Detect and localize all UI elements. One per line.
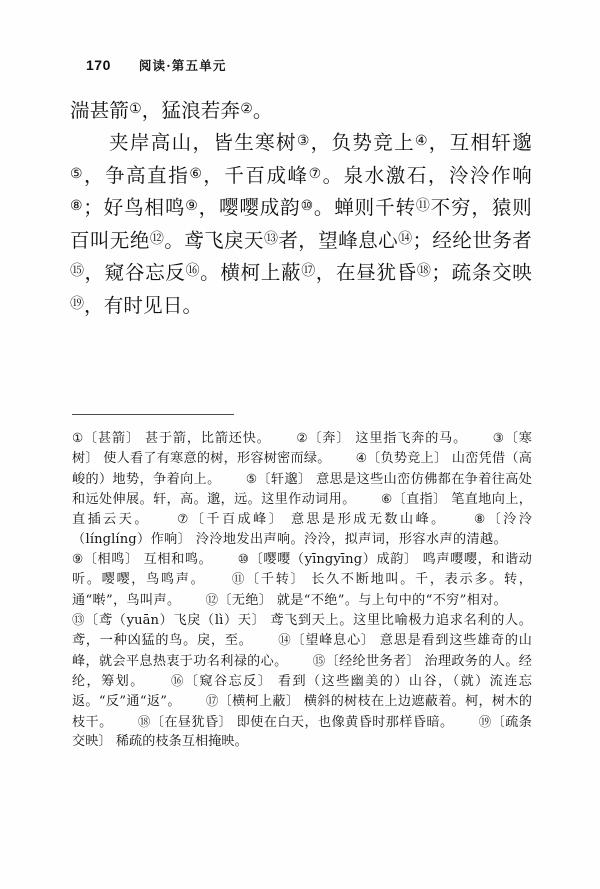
footnote-reference[interactable]: ⑪	[415, 198, 431, 215]
footnote-text: 就是“不绝”。与上句中的“不穷”相对。	[276, 592, 508, 608]
footnote-term: 〔疏条交映〕	[72, 714, 532, 750]
footnote-marker: ⑯	[169, 673, 185, 689]
footnote-term: 〔轩邈〕	[257, 471, 312, 487]
footnote-marker: ⑮	[312, 652, 326, 668]
footnote-text: 稀疏的枝条互相掩映。	[115, 734, 248, 750]
footnote-marker: ⑨	[72, 551, 84, 567]
footnotes-block	[72, 428, 532, 752]
footnote-reference[interactable]: ⑦	[308, 165, 323, 182]
footnote-term: 〔嘤嘤（yīngyīng）成韵〕	[249, 552, 418, 568]
footnote-text: 甚于箭，比箭还快。	[144, 431, 271, 446]
footnote-text: 横斜的树枝在上边遮蔽着。柯，树木的枝干。	[72, 694, 533, 730]
footnote-term: 〔泠泠（línglíng）作响〕	[72, 512, 533, 547]
footnote-marker: ⑭	[277, 632, 292, 648]
footnote-divider	[72, 414, 234, 415]
footnote-marker: ②	[295, 430, 309, 445]
footnote-reference[interactable]: ⑱	[416, 263, 432, 280]
footnote-marker: ⑥	[380, 491, 393, 507]
body-text-run: ，猛浪若奔	[141, 98, 241, 122]
footnote-marker: ④	[355, 450, 368, 466]
body-text-run: 。泉水激石，泠泠作响	[322, 163, 532, 187]
footnote-item	[72, 552, 212, 567]
footnote-term: 〔直指〕	[392, 492, 447, 508]
body-text-run: 者，望峰息心	[278, 228, 399, 252]
footnote-term: 〔千百成峰〕	[190, 512, 285, 528]
running-head	[86, 56, 227, 74]
body-text-run: 。鸢飞戾天	[164, 228, 265, 252]
body-text-run: ，负势竞上	[310, 131, 416, 155]
footnote-reference[interactable]: ②	[240, 101, 253, 117]
footnote-term: 〔寒树〕	[72, 431, 532, 467]
footnote-marker: ①	[72, 430, 85, 445]
page-number: 170	[86, 57, 111, 73]
footnote-text: 意思是这些山峦仿佛都在争着往高处和远处伸展。轩，高。邈，远。这里作动词用。	[72, 471, 532, 508]
footnote-reference[interactable]: ⑧	[70, 198, 84, 215]
footnote-marker: ⑩	[237, 551, 250, 567]
body-paragraph	[70, 126, 532, 321]
footnote-text: 治理政务的人。经纶，筹划。	[72, 653, 532, 690]
footnote-reference[interactable]: ⑯	[185, 263, 201, 280]
footnote-item	[205, 593, 507, 608]
footnote-term: 〔甚箭〕	[84, 431, 140, 446]
footnote-text: 看到（这些幽美的）山谷，（就）流连忘返。“反”通“返”。	[72, 674, 532, 710]
footnote-item	[296, 431, 468, 446]
body-text-run: 。蝉则千转	[313, 196, 416, 220]
footnote-term: 〔鸢（yuān）飞戾（lì）天〕	[85, 613, 266, 629]
footnote-reference[interactable]: ⑤	[70, 165, 84, 182]
body-text-run: ；经纶世务者	[412, 228, 533, 252]
footnote-reference[interactable]: ⑨	[185, 198, 199, 215]
footnote-reference[interactable]: ③	[296, 133, 311, 150]
body-paragraph	[70, 94, 532, 126]
footnote-reference[interactable]: ④	[415, 133, 429, 150]
footnote-reference[interactable]: ⑮	[70, 263, 85, 280]
footnote-term: 〔奔〕	[308, 431, 351, 446]
body-text-run: ，窥谷忘反	[84, 261, 186, 285]
body-text-run: 不穷，猿则百叫无绝	[70, 196, 532, 252]
footnote-reference[interactable]: ⑩	[300, 198, 314, 215]
footnote-text: 意思是形成无数山峰。	[290, 512, 447, 528]
footnote-term: 〔相鸣〕	[83, 552, 139, 568]
footnote-term: 〔负势竞上〕	[367, 451, 448, 467]
body-text-run: 湍甚箭	[70, 98, 130, 122]
body-text-run: ，争高直指	[83, 163, 190, 187]
footnote-marker: ⑬	[72, 612, 86, 628]
footnote-item	[72, 431, 271, 446]
footnote-text: 使人看了有寒意的树，形容树密而绿。	[103, 451, 331, 467]
body-text-run: ，千百成峰	[203, 163, 309, 187]
running-head-title: 阅读·第五单元	[138, 58, 227, 73]
footnote-reference[interactable]: ⑫	[149, 230, 165, 247]
footnote-term: 〔千转〕	[246, 572, 306, 588]
footnote-reference[interactable]: ⑭	[398, 230, 413, 247]
footnote-text: 泠泠地发出声响。泠泠，拟声词，形容水声的清越。	[195, 531, 508, 547]
footnote-reference[interactable]: ⑰	[301, 263, 316, 280]
footnote-marker: ⑱	[137, 713, 151, 729]
footnote-text: 互相和鸣。	[143, 552, 213, 568]
footnote-text: 长久不断地叫。千，表示多。转，通“啭”，鸟叫声。	[72, 572, 532, 608]
footnote-text: 鸣声嘤嘤，和谐动听。嘤嘤，鸟鸣声。	[72, 552, 532, 588]
body-text-run: ，在昼犹昏	[315, 261, 417, 285]
footnote-marker: ⑤	[245, 470, 258, 486]
footnote-text: 山峦凭借（高峻的）地势，争着向上。	[72, 451, 532, 487]
body-text-run: 夹岸高山，皆生寒树	[109, 131, 297, 155]
body-text-run: ，有时见日。	[84, 293, 203, 317]
footnote-term: 〔无绝〕	[218, 592, 273, 608]
footnote-item	[175, 512, 447, 527]
body-text-run: 。横柯上蔽	[200, 261, 302, 285]
footnote-text: 笔直地向上，直插云天。	[72, 492, 532, 528]
footnote-marker: ⑲	[478, 713, 492, 729]
body-text-run: 。	[252, 98, 273, 122]
footnote-reference[interactable]: ⑥	[189, 165, 204, 182]
footnote-term: 〔望峰息心〕	[291, 633, 375, 649]
body-text-run: ；好鸟相鸣	[83, 196, 186, 220]
footnote-term: 〔经纶世务者〕	[325, 653, 420, 669]
footnote-term: 〔横柯上蔽〕	[218, 694, 300, 710]
footnote-text: 这里指飞奔的马。	[355, 431, 468, 446]
body-text-run: ，嘤嘤成韵	[198, 196, 301, 220]
footnote-text: 即使在白天，也像黄昏时那样昏暗。	[236, 714, 454, 730]
footnote-reference[interactable]: ⑲	[70, 295, 85, 312]
body-text-run: ；疏条交映	[431, 261, 532, 285]
footnote-reference[interactable]: ①	[129, 101, 142, 117]
body-text-run: ，互相轩邈	[428, 131, 532, 155]
footnote-marker: ⑧	[471, 511, 488, 527]
footnote-term: 〔在昼犹昏〕	[150, 714, 233, 730]
footnote-text: 鸢飞到天上。这里比喻极力追求名利的人。鸢，一种凶猛的鸟。戾，至。	[72, 613, 533, 649]
footnote-marker: ⑦	[174, 511, 191, 527]
classical-text-body	[70, 94, 532, 321]
footnote-term: 〔窥谷忘反〕	[184, 674, 273, 690]
footnote-marker: ⑪	[230, 571, 247, 587]
footnote-marker: ⑰	[205, 693, 219, 709]
footnote-reference[interactable]: ⑬	[264, 230, 279, 247]
footnote-text: 意思是看到这些雄奇的山峰，就会平息热衷于功名利禄的心。	[72, 633, 532, 669]
footnote-item	[138, 715, 454, 730]
footnote-marker: ⑫	[205, 591, 219, 607]
footnote-marker: ③	[492, 430, 505, 445]
